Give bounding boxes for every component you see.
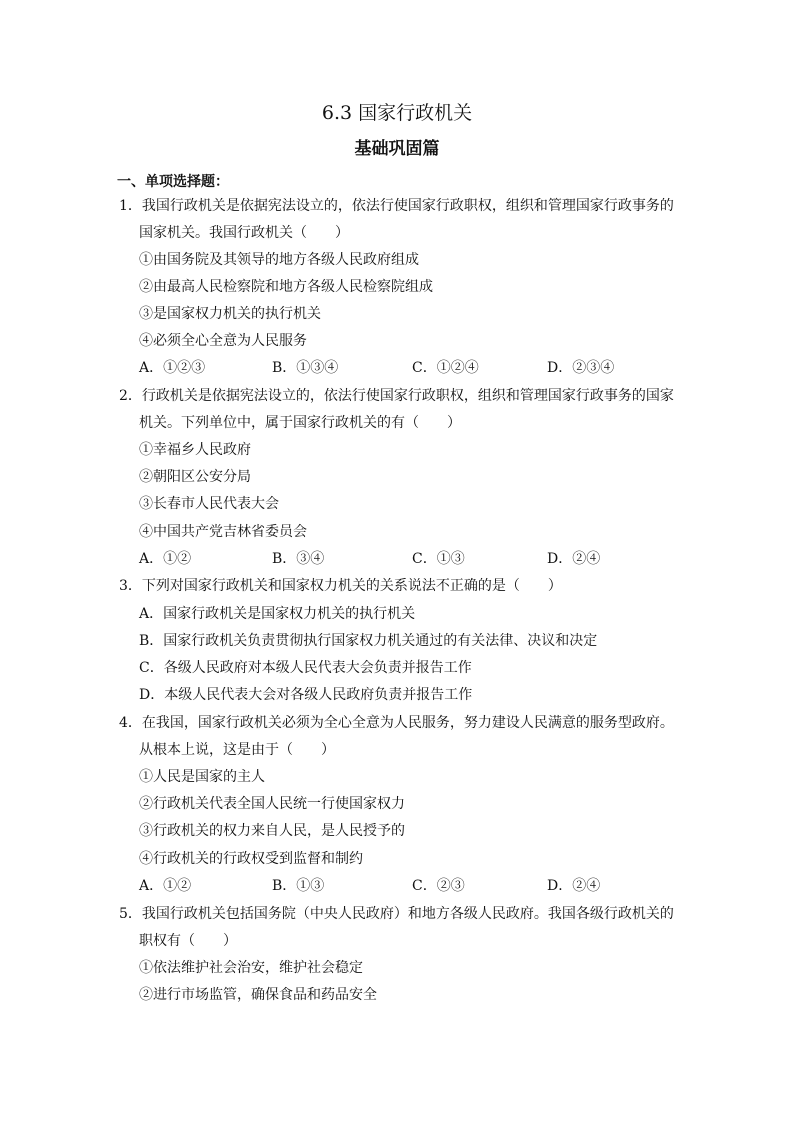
question-4-option-d[interactable]: D．②④ bbox=[547, 878, 601, 894]
question-1-stem-line-1: 1．我国行政机关是依据宪法设立的，依法行使国家行政职权，组织和管理国家行政事务的 bbox=[119, 198, 674, 214]
page-subtitle: 基础巩固篇 bbox=[354, 139, 440, 159]
question-1-item-4: ④必须全心全意为人民服务 bbox=[139, 333, 307, 349]
question-5-item-1: ①依法维护社会治安，维护社会稳定 bbox=[139, 960, 363, 976]
question-3-stem-line-1: 3．下列对国家行政机关和国家权力机关的关系说法不正确的是（ ） bbox=[119, 578, 562, 594]
question-1-item-3: ③是国家权力机关的执行机关 bbox=[139, 306, 321, 322]
question-3-option-c[interactable]: C．各级人民政府对本级人民代表大会负责并报告工作 bbox=[139, 660, 472, 676]
question-1-option-b[interactable]: B．①③④ bbox=[272, 360, 339, 376]
question-4-item-4: ④行政机关的行政权受到监督和制约 bbox=[139, 851, 363, 867]
question-2-option-b[interactable]: B．③④ bbox=[272, 551, 325, 567]
section-heading: 一、单项选择题： bbox=[117, 174, 229, 190]
question-3-option-a[interactable]: A．国家行政机关是国家权力机关的执行机关 bbox=[139, 606, 416, 622]
question-4-option-c[interactable]: C．②③ bbox=[412, 878, 465, 894]
question-2-option-d[interactable]: D．②④ bbox=[547, 551, 601, 567]
question-4-item-2: ②行政机关代表全国人民统一行使国家权力 bbox=[139, 796, 405, 812]
question-2-option-c[interactable]: C．①③ bbox=[412, 551, 465, 567]
question-5-stem-line-1: 5．我国行政机关包括国务院（中央人民政府）和地方各级人民政府。我国各级行政机关的 bbox=[119, 906, 674, 922]
question-2-item-1: ①幸福乡人民政府 bbox=[139, 442, 251, 458]
question-4-stem-line-2: 从根本上说，这是由于（ ） bbox=[139, 742, 335, 758]
question-5-item-2: ②进行市场监管，确保食品和药品安全 bbox=[139, 987, 377, 1003]
question-5-stem-line-2: 职权有（ ） bbox=[139, 933, 237, 949]
question-4-item-1: ①人民是国家的主人 bbox=[139, 769, 265, 785]
question-2-item-3: ③长春市人民代表大会 bbox=[139, 496, 279, 512]
question-1-item-1: ①由国务院及其领导的地方各级人民政府组成 bbox=[139, 252, 419, 268]
question-1-option-d[interactable]: D．②③④ bbox=[547, 360, 615, 376]
page-title: 6.3 国家行政机关 bbox=[321, 102, 473, 124]
question-2-item-4: ④中国共产党吉林省委员会 bbox=[139, 524, 307, 540]
question-4-item-3: ③行政机关的权力来自人民，是人民授予的 bbox=[139, 823, 405, 839]
question-1-item-2: ②由最高人民检察院和地方各级人民检察院组成 bbox=[139, 279, 433, 295]
question-3-option-d[interactable]: D．本级人民代表大会对各级人民政府负责并报告工作 bbox=[139, 687, 473, 703]
question-4-option-a[interactable]: A．①② bbox=[139, 878, 192, 894]
question-3-option-b[interactable]: B．国家行政机关负责贯彻执行国家权力机关通过的有关法律、决议和决定 bbox=[139, 633, 598, 649]
question-2-option-a[interactable]: A．①② bbox=[139, 551, 192, 567]
question-1-stem-line-2: 国家机关。我国行政机关（ ） bbox=[139, 225, 349, 241]
question-2-stem-line-1: 2．行政机关是依据宪法设立的，依法行使国家行政职权，组织和管理国家行政事务的国家 bbox=[119, 388, 674, 404]
question-1-option-c[interactable]: C．①②④ bbox=[412, 360, 479, 376]
question-4-option-b[interactable]: B．①③ bbox=[272, 878, 325, 894]
question-2-item-2: ②朝阳区公安分局 bbox=[139, 469, 251, 485]
question-2-stem-line-2: 机关。下列单位中，属于国家行政机关的有（ ） bbox=[139, 415, 461, 431]
question-4-stem-line-1: 4．在我国，国家行政机关必须为全心全意为人民服务，努力建设人民满意的服务型政府。 bbox=[119, 715, 674, 731]
question-1-option-a[interactable]: A．①②③ bbox=[139, 360, 206, 376]
